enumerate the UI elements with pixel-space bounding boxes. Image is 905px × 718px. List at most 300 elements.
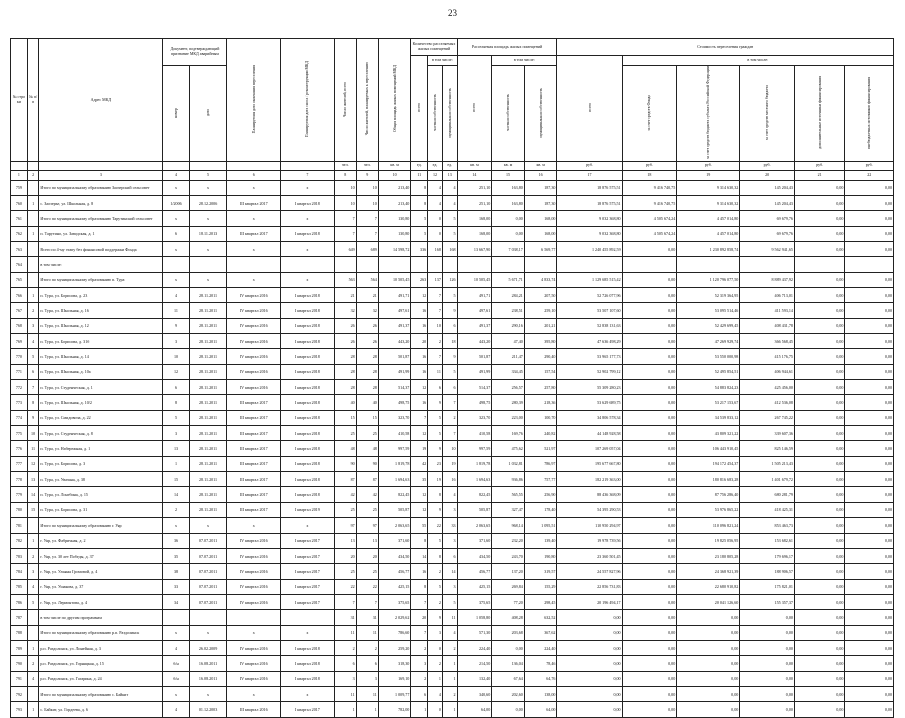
table-cell [457, 257, 492, 272]
column-number-cell: 18 [622, 170, 677, 180]
table-cell: 0,00 [845, 564, 894, 579]
table-cell: 25 [334, 502, 356, 517]
table-cell: I квартал 2018 [281, 395, 335, 410]
table-cell [27, 686, 39, 701]
table-cell: 825 146,59 [740, 441, 795, 456]
resettlement-table [10, 38, 894, 718]
table-cell: 0,00 [794, 640, 844, 655]
table-cell [189, 610, 227, 625]
table-cell: x [281, 625, 335, 640]
table-cell: 1 [356, 702, 378, 717]
table-row [11, 702, 894, 717]
table-cell: I квартал 2018 [281, 318, 335, 333]
table-cell: 0,00 [622, 533, 677, 548]
table-cell: 8 [411, 180, 428, 195]
table-cell: 48 [356, 441, 378, 456]
table-cell: 4 [163, 640, 189, 655]
table-cell: 8 889 437,92 [740, 272, 795, 287]
table-cell: 9 [163, 318, 189, 333]
table-cell: 28.11.2011 [189, 364, 227, 379]
table-cell: III квартал 2016 [227, 702, 281, 717]
table-cell: 11 [356, 625, 378, 640]
table-cell: 290,16 [492, 318, 525, 333]
table-cell: 14 598,72 [378, 241, 411, 256]
table-cell: 1 401 679,72 [740, 472, 795, 487]
table-cell: 31 [356, 610, 378, 625]
table-cell: III квартал 2017 [227, 487, 281, 502]
table-cell: 501,87 [378, 349, 411, 364]
header-area-group: Расселяемая площадь жилых помещений [457, 39, 557, 56]
table-cell: 0,00 [794, 272, 844, 287]
table-cell: 564 [356, 272, 378, 287]
table-cell: 178,40 [524, 502, 557, 517]
table-cell: 786,97 [524, 456, 557, 471]
header-cost-incl: в том числе: [622, 56, 893, 66]
table-cell: 0,00 [740, 656, 795, 671]
table-cell: 42 [356, 487, 378, 502]
table-cell: 9 416 740,75 [622, 195, 677, 210]
table-cell: 4 [442, 625, 457, 640]
table-row [11, 410, 894, 425]
table-cell: 0,00 [794, 349, 844, 364]
table-cell: III квартал 2017 [227, 395, 281, 410]
table-cell: 284,21 [492, 288, 525, 303]
table-cell: 23 [428, 456, 443, 471]
table-cell: 187,30 [524, 180, 557, 195]
table-row [11, 579, 894, 594]
table-cell: 0,00 [794, 656, 844, 671]
column-number-cell: 1 [11, 170, 28, 180]
table-cell: 5 [428, 533, 443, 548]
table-cell: 2 [356, 640, 378, 655]
table-cell: 6 [442, 380, 457, 395]
table-cell: 8 [428, 487, 443, 502]
table-cell: 3 [163, 426, 189, 441]
table-cell: 6 [442, 318, 457, 333]
header-cost-unforeseen: внебюджетных источников финансирования [845, 66, 894, 162]
table-cell: 514,37 [378, 380, 411, 395]
table-cell: 1 [27, 640, 39, 655]
unit-cell: руб. [794, 161, 844, 170]
table-cell [281, 610, 335, 625]
table-cell: 0,00 [845, 303, 894, 318]
table-cell: x [227, 518, 281, 533]
table-row [11, 180, 894, 195]
column-number-cell: 19 [677, 170, 740, 180]
table-cell: 375,65 [457, 594, 492, 609]
table-cell: 224,40 [524, 640, 557, 655]
table-cell: 110 096 821,24 [677, 518, 740, 533]
table-cell: 11 [27, 441, 39, 456]
table-cell: 3 [442, 502, 457, 517]
table-cell: 188 906,57 [740, 564, 795, 579]
table-cell: 163,80 [492, 195, 525, 210]
table-cell: 456,77 [457, 564, 492, 579]
table-cell: 25 [334, 426, 356, 441]
table-cell: 12 [411, 487, 428, 502]
table-cell: 2 [428, 334, 443, 349]
table-cell: 410,58 [378, 426, 411, 441]
header-residents-planned: Число жителей, планируемых к переселению [356, 39, 378, 162]
table-cell: 0,00 [492, 211, 525, 226]
table-row [11, 211, 894, 226]
table-cell: 8 [163, 395, 189, 410]
table-cell: 251,10 [457, 195, 492, 210]
table-cell: 0,00 [794, 625, 844, 640]
table-cell: 319,57 [524, 564, 557, 579]
table-cell: 1 095,51 [524, 518, 557, 533]
table-cell: 224,40 [457, 640, 492, 655]
table-cell: 0,00 [794, 211, 844, 226]
table-cell: 7 [442, 395, 457, 410]
table-cell: 90 [356, 456, 378, 471]
table-cell: IV квартал 2016 [227, 288, 281, 303]
table-cell: 2 [27, 303, 39, 318]
table-row [11, 334, 894, 349]
table-cell: 201,21 [524, 318, 557, 333]
table-cell: 20 [411, 334, 428, 349]
table-cell: 0 [428, 702, 443, 717]
address-cell: п. Тура, ул. Школьная, д. 10а [39, 364, 163, 379]
table-cell: 168,00 [457, 226, 492, 241]
table-row [11, 502, 894, 517]
header-area-total: всего [457, 56, 492, 162]
table-cell: 9 562 941,65 [740, 241, 795, 256]
table-cell: 182 219 363,00 [557, 472, 622, 487]
table-cell: 2 [334, 640, 356, 655]
table-cell: 163,80 [492, 180, 525, 195]
table-cell: 0,00 [622, 671, 677, 686]
table-cell: III квартал 2017 [227, 426, 281, 441]
table-cell: 786,60 [378, 625, 411, 640]
table-cell: 18 876 575,51 [557, 180, 622, 195]
table-cell: 8 [411, 533, 428, 548]
table-cell: 7 [411, 594, 428, 609]
table-cell: 0,00 [794, 241, 844, 256]
table-cell: 07.07.2011 [189, 579, 227, 594]
row-number-cell: 774 [11, 410, 28, 425]
header-area-private: частная собственность [492, 66, 525, 162]
table-cell: 0,00 [794, 318, 844, 333]
table-cell: 31 [334, 610, 356, 625]
table-row [11, 441, 894, 456]
table-cell: x [163, 625, 189, 640]
table-cell: 6 [356, 656, 378, 671]
table-cell: 318,30 [378, 656, 411, 671]
table-cell: 371,60 [457, 533, 492, 548]
table-cell: 28.11.2011 [189, 380, 227, 395]
table-cell: 28.12.2006 [189, 195, 227, 210]
row-number-cell: 769 [11, 334, 28, 349]
table-cell: 130,80 [378, 226, 411, 241]
table-cell: 5 [428, 579, 443, 594]
table-cell: 0,00 [845, 625, 894, 640]
table-cell: 10 505,45 [378, 272, 411, 287]
table-cell: 410,58 [457, 426, 492, 441]
table-cell: 130,80 [378, 211, 411, 226]
table-cell: 4 [27, 334, 39, 349]
table-cell: 425,15 [378, 579, 411, 594]
table-cell: 179 696,17 [740, 548, 795, 563]
table-cell: I квартал 2018 [281, 426, 335, 441]
table-cell: 251,10 [457, 180, 492, 195]
address-cell: р.п. Раздолинск, ул. Горняцкая, д. 15 [39, 656, 163, 671]
table-cell: 0,00 [740, 625, 795, 640]
table-row [11, 564, 894, 579]
table-cell [557, 257, 622, 272]
table-cell: 2 [411, 671, 428, 686]
table-cell: 1 120 796 077,50 [677, 272, 740, 287]
header-cost-local: за счет средств местного бюджета [740, 66, 795, 162]
table-cell: 0,00 [794, 226, 844, 241]
column-number-cell: 14 [457, 170, 492, 180]
table-cell: 9 [428, 610, 443, 625]
table-cell: 0,00 [622, 502, 677, 517]
row-number-cell: 791 [11, 671, 28, 686]
table-cell: 169,76 [492, 426, 525, 441]
table-cell: 1 694,63 [378, 472, 411, 487]
table-cell: 9 314 630,32 [677, 195, 740, 210]
table-cell: I квартал 2018 [281, 334, 335, 349]
table-cell: x [163, 180, 189, 195]
table-cell: 7 [411, 410, 428, 425]
column-number-cell: 13 [442, 170, 457, 180]
table-cell: 257,80 [524, 380, 557, 395]
table-row [11, 318, 894, 333]
address-cell: г. Уяр, ул. Фабричная, д. 2 [39, 533, 163, 548]
table-cell [27, 211, 39, 226]
table-cell: 1 [334, 702, 356, 717]
row-number-cell: 773 [11, 395, 28, 410]
table-cell: 14 [411, 548, 428, 563]
table-cell [524, 257, 557, 272]
table-cell: 35 [163, 548, 189, 563]
table-cell: 213,40 [378, 195, 411, 210]
table-cell: 12 [27, 456, 39, 471]
table-cell: 1 129 685 515,42 [557, 272, 622, 287]
table-cell: 52 902 799,12 [557, 364, 622, 379]
table-cell: 2 [428, 656, 443, 671]
table-cell: 7 [428, 349, 443, 364]
table-cell: 408,28 [492, 610, 525, 625]
table-cell: I квартал 2018 [281, 656, 335, 671]
table-cell: 22 [356, 579, 378, 594]
column-number-cell: 4 [163, 170, 189, 180]
table-row [11, 686, 894, 701]
table-cell: 47 269 929,74 [677, 334, 740, 349]
table-cell: 853 463,73 [740, 518, 795, 533]
table-cell: 3 [163, 334, 189, 349]
table-cell: 0,00 [677, 702, 740, 717]
column-number-cell: 20 [740, 170, 795, 180]
table-cell: 497,61 [378, 303, 411, 318]
unit-cell: кв. м [378, 161, 411, 170]
table-cell: x [163, 686, 189, 701]
table-cell: 9 [428, 395, 443, 410]
table-cell: 10 [163, 349, 189, 364]
table-cell: 2 [27, 548, 39, 563]
table-cell: 0,00 [845, 410, 894, 425]
row-number-cell: 792 [11, 686, 28, 701]
table-row [11, 426, 894, 441]
table-cell: 19 [428, 472, 443, 487]
table-cell: IV квартал 2016 [227, 564, 281, 579]
table-row [11, 272, 894, 287]
table-cell: 0,00 [622, 686, 677, 701]
table-cell: 3 [27, 564, 39, 579]
table-cell: 28 [356, 364, 378, 379]
table-cell: 13 [356, 533, 378, 548]
table-cell: 12 [411, 426, 428, 441]
table-cell: 4 833,74 [524, 272, 557, 287]
address-cell: п. Тура, ул. Школьная, д. 12 [39, 318, 163, 333]
table-cell: 10 [356, 180, 378, 195]
table-cell: 202,60 [492, 686, 525, 701]
address-cell: п. Тура, ул. Увачана, д. 38 [39, 472, 163, 487]
column-number-cell: 11 [411, 170, 428, 180]
column-number-cell: 7 [281, 170, 335, 180]
table-cell: 20 196 494,17 [557, 594, 622, 609]
table-cell: 2 [27, 656, 39, 671]
column-number-row [11, 170, 894, 180]
table-cell: 55 [411, 518, 428, 533]
table-cell: 07.07.2011 [189, 533, 227, 548]
table-cell: 7 [428, 303, 443, 318]
table-cell: 5 671,71 [492, 272, 525, 287]
row-number-cell: 777 [11, 456, 28, 471]
column-number-cell: 10 [378, 170, 411, 180]
row-number-cell: 787 [11, 610, 28, 625]
table-cell: 0,00 [845, 487, 894, 502]
table-cell: 9 [442, 303, 457, 318]
table-cell: 0,00 [557, 702, 622, 717]
column-number-cell: 8 [334, 170, 356, 180]
table-cell: 5 [27, 349, 39, 364]
table-row [11, 487, 894, 502]
table-cell: 4 [442, 195, 457, 210]
table-cell: 563 [334, 272, 356, 287]
table-cell: 10 [442, 441, 457, 456]
table-cell: 20 [334, 548, 356, 563]
table-cell: 52 726 077,96 [557, 288, 622, 303]
table-cell: 34 806 578,34 [557, 410, 622, 425]
table-cell: III квартал 2017 [227, 226, 281, 241]
table-cell: 0,00 [845, 226, 894, 241]
table-cell: 0,00 [845, 456, 894, 471]
table-cell: x [163, 272, 189, 287]
table-cell: 0,00 [845, 441, 894, 456]
table-cell: 0,00 [492, 702, 525, 717]
table-cell: x [281, 686, 335, 701]
table-cell: 0,00 [622, 518, 677, 533]
table-cell: I квартал 2018 [281, 410, 335, 425]
table-cell: 290,40 [524, 349, 557, 364]
table-cell: 18.11.2013 [189, 226, 227, 241]
table-cell: 32 [356, 303, 378, 318]
address-cell: п. Тура, ул. Смидовича, д. 22 [39, 410, 163, 425]
table-cell: 0,00 [845, 702, 894, 717]
address-cell: г. Уяр, ул. Ушакова, д. 37 [39, 579, 163, 594]
table-cell: 175 821,01 [740, 579, 795, 594]
table-cell: III квартал 2017 [227, 410, 281, 425]
table-cell: 54 395 290,53 [557, 502, 622, 517]
table-cell: 90 [334, 456, 356, 471]
table-cell: 1 230 892 858,74 [677, 241, 740, 256]
table-cell: 0,00 [794, 303, 844, 318]
table-cell: 0,00 [492, 640, 525, 655]
table-cell: 16 [411, 395, 428, 410]
table-cell: IV квартал 2016 [227, 594, 281, 609]
table-cell: 55 309 280,23 [557, 380, 622, 395]
table-cell: 339 607,36 [740, 426, 795, 441]
table-row [11, 472, 894, 487]
table-cell: 0,00 [622, 395, 677, 410]
table-cell: 8 [411, 195, 428, 210]
table-cell: I квартал 2018 [281, 671, 335, 686]
table-cell [27, 625, 39, 640]
table-cell: 0,00 [622, 610, 677, 625]
table-cell: 491,71 [378, 288, 411, 303]
table-cell: 0,00 [622, 594, 677, 609]
row-number-cell: 782 [11, 533, 28, 548]
table-cell: x [281, 518, 335, 533]
table-cell: 28.11.2011 [189, 441, 227, 456]
table-cell: 0,00 [794, 395, 844, 410]
table-cell: 53 217 153,67 [677, 395, 740, 410]
table-cell: 0,00 [677, 656, 740, 671]
table-cell: 6 [334, 656, 356, 671]
table-cell: 3 [442, 533, 457, 548]
table-cell: x [281, 211, 335, 226]
header-planned-end: Планируемая дата окончания переселения [227, 39, 281, 162]
table-cell: 0,00 [845, 180, 894, 195]
row-number-cell: 761 [11, 211, 28, 226]
table-cell: 406 944,61 [740, 364, 795, 379]
table-cell: 28.11.2011 [189, 318, 227, 333]
table-cell: 0,00 [845, 610, 894, 625]
table-row [11, 656, 894, 671]
table-cell: 514,37 [457, 380, 492, 395]
table-cell: 375,65 [378, 594, 411, 609]
table-row [11, 640, 894, 655]
table-cell: x [281, 241, 335, 256]
table-cell: 491,37 [457, 318, 492, 333]
table-cell: x [227, 211, 281, 226]
row-number-cell: 785 [11, 579, 28, 594]
address-cell: г. Уяр, ул. 30 лет Победы, д. 37 [39, 548, 163, 563]
unit-cell: кв. м [524, 161, 557, 170]
table-cell: 22 680 910,82 [677, 579, 740, 594]
table-cell: 1 819,78 [378, 456, 411, 471]
table-cell: 267 745,22 [740, 410, 795, 425]
table-cell: 203,68 [492, 625, 525, 640]
unit-cell: ед. [442, 161, 457, 170]
unit-cell: кв. м [457, 161, 492, 170]
table-cell: 35 [411, 472, 428, 487]
column-number-cell: 12 [428, 170, 443, 180]
table-cell: 32 [334, 303, 356, 318]
page-number: 23 [448, 8, 457, 18]
table-cell: 69 679,76 [740, 226, 795, 241]
table-cell: 997,59 [378, 441, 411, 456]
table-cell: 0,00 [845, 579, 894, 594]
table-cell: 1 [428, 671, 443, 686]
table-cell: I квартал 2018 [281, 640, 335, 655]
table-cell: 4 505 674,24 [622, 226, 677, 241]
table-cell: x [189, 625, 227, 640]
table-cell: 408 431,78 [740, 318, 795, 333]
table-cell: 106 443 910,45 [677, 441, 740, 456]
